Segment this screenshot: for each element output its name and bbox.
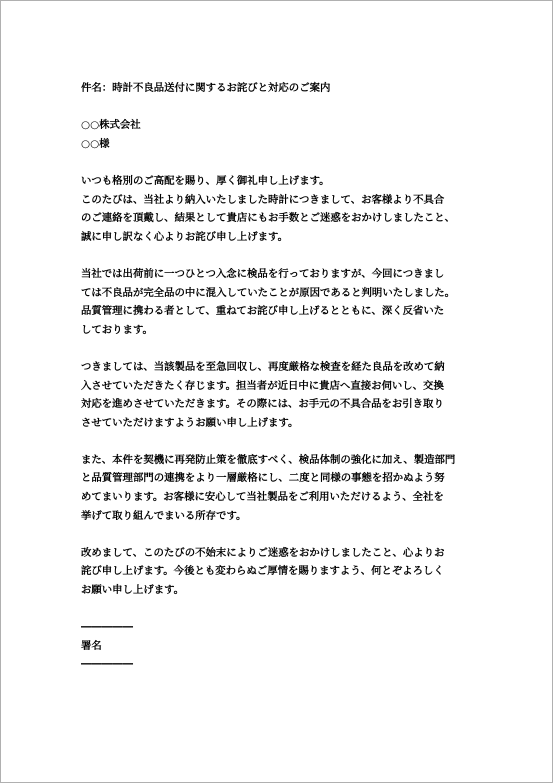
paragraph-closing [81,544,491,600]
spacer [81,339,491,358]
text-line: 当社では出荷前に一つひとつ入念に検品を行っておりますが、今回につきまし [81,267,445,280]
text-line: お願い申し上げます。 [81,584,185,597]
recipient-company: ○○株式会社 [81,119,141,132]
text-line: いつも格別のご高配を賜り、厚く御礼申し上げます。 [81,174,330,187]
text-line: 詫び申し上げます。今後とも変わらぬご厚情を賜りますよう、何とぞよろしく [81,565,444,578]
signature-rule-top: ――――― [81,621,133,634]
spacer [81,600,491,619]
spacer [81,98,491,117]
text-line: 誠に申し訳なく心よりお詫び申し上げます。 [81,230,288,243]
text-line: 品質管理に携わる者として、重ねてお詫び申し上げるとともに、深く反省いた [81,305,445,318]
paragraph-response [81,358,491,432]
text-line: 改めまして、このたびの不始末によりご迷惑をおかけしましたこと、心よりお [81,546,445,559]
paragraph-prevention [81,451,491,525]
text-line: ては不良品が完全品の中に混入していたことが原因であると判明いたしました。 [81,286,456,299]
text-line: させていただけますようお願い申し上げます。 [81,416,299,429]
text-line: 挙げて取り組んでまいる所存です。 [81,509,247,522]
text-line: しております。 [81,323,153,336]
text-line: めてまいります。お客様に安心して当社製品をご利用いただけるよう、全社を [81,491,444,504]
spacer [81,153,491,172]
spacer [81,432,491,451]
signature-label: 署名 [81,639,102,652]
subject-line: 件名：時計不良品送付に関するお詫びと対応のご案内 [81,82,331,94]
paragraph-cause [81,265,491,339]
spacer [81,246,491,265]
text-line: 入させていただきたく存じます。担当者が近日中に貴店へ直接お伺いし、交換 [81,379,444,392]
letter-body [81,79,491,674]
paragraph-greeting [81,172,491,246]
text-line: 対応を進めさせていただきます。その際には、お手元の不具合品をお引き取り [81,398,444,411]
spacer [81,525,491,544]
signature-block [81,618,491,674]
text-line: このたびは、当社より納入いたしました時計につきまして、お客様より不具合 [81,193,445,206]
text-line: つきましては、当該製品を至急回収し、再度厳格な検査を経た良品を改めて納 [81,360,445,373]
text-line: また、本件を契機に再発防止策を徹底すべく、検品体制の強化に加え、製造部門 [81,453,456,466]
signature-rule-bottom: ――――― [81,658,133,671]
text-line: のご連絡を頂戴し、結果として貴店にもお手数とご迷惑をおかけしましたこと、 [81,212,456,225]
recipient-name: ○○様 [81,137,110,150]
text-line: と品質管理部門の連携をより一層厳格にし、二度と同様の事態を招かぬよう努 [81,472,445,485]
